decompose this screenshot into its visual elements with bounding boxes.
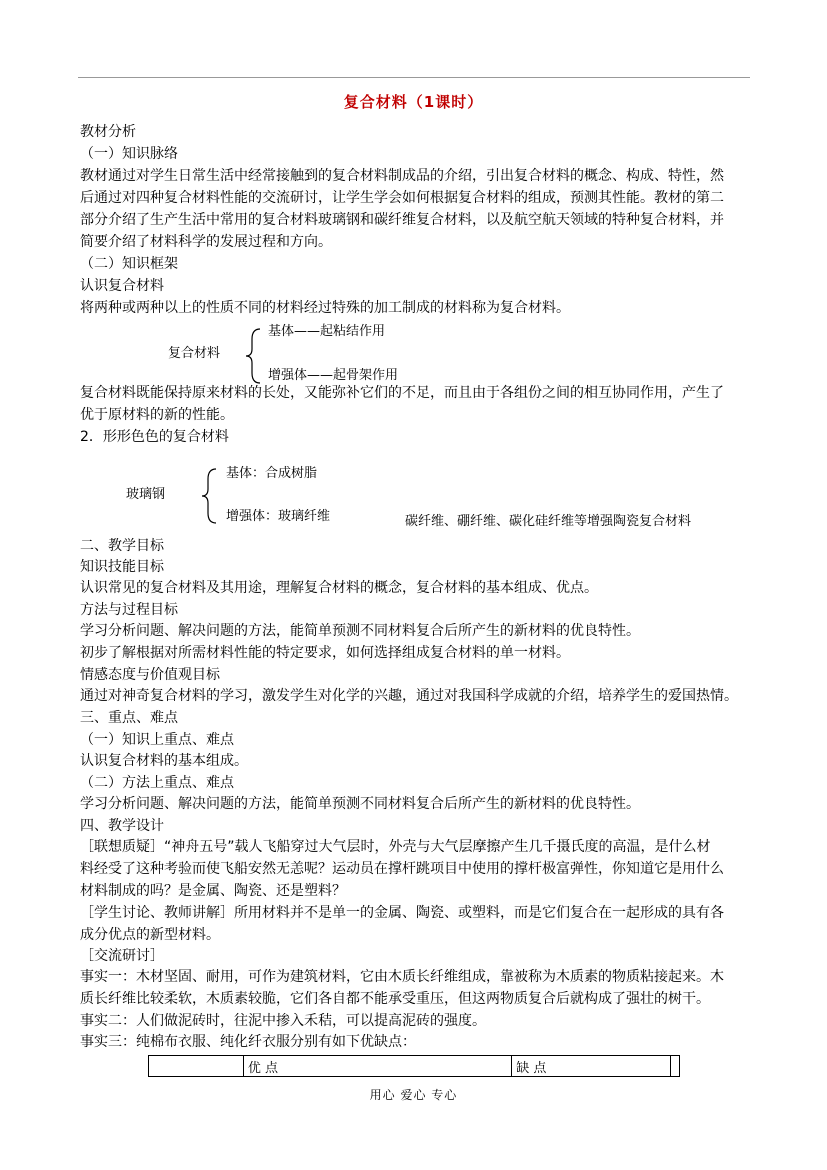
text-line: 教材通过对学生日常生活中经常接触到的复合材料制成品的介绍，引出复合材料的概念、构成、特性，然	[80, 168, 724, 184]
text-line: （一）知识脉络	[80, 146, 178, 162]
text-line: ［学生讨论、教师讲解］所用材料并不是单一的金属、陶瓷、或塑料，而是它们复合在一起形成的具有各	[80, 905, 724, 921]
text-line: 部分介绍了生产生活中常用的复合材料玻璃钢和碳纤维复合材料，以及航空航天领域的特种复合材料，并	[80, 212, 724, 228]
text-line: 事实二：人们做泥砖时，往泥中掺入禾秸，可以提高泥砖的强度。	[80, 1013, 486, 1029]
text-line: 2．形形色色的复合材料	[80, 429, 229, 445]
text-line: 复合材料既能保持原来材料的长处，又能弥补它们的不足，而且由于各组份之间的相互协同作用，产生了	[80, 385, 724, 401]
comparison-table	[148, 1055, 680, 1077]
text-line: （一）知识上重点、难点	[80, 732, 234, 748]
diagram2-bottom-label: 增强体：玻璃纤维	[226, 509, 331, 524]
text-line: 学习分析问题、解决问题的方法，能简单预测不同材料复合后所产生的新材料的优良特性。	[80, 623, 640, 639]
text-line: 方法与过程目标	[80, 602, 178, 618]
text-line: 事实一：木材坚固、耐用，可作为建筑材料，它由木质长纤维组成，靠被称为木质素的物质粘接起来。木	[80, 969, 724, 985]
diagram2-top-label: 基体：合成树脂	[226, 466, 318, 481]
text-line: （二）知识框架	[80, 256, 178, 272]
diagram1-brace	[244, 327, 264, 385]
page-title: 复合材料（1课时）	[343, 93, 484, 111]
header-rule	[78, 77, 750, 78]
diagram1-top-label: 基体——起粘结作用	[268, 324, 386, 339]
table-cell	[671, 1056, 680, 1077]
text-line: 事实三：纯棉布衣服、纯化纤衣服分别有如下优缺点：	[80, 1034, 416, 1050]
text-line: 认识复合材料的基本组成。	[80, 753, 248, 769]
text-line: 知识技能目标	[80, 559, 164, 575]
text-line: 四、教学设计	[80, 818, 164, 834]
text-line: ［联想质疑］“神舟五号”载人飞船穿过大气层时，外壳与大气层摩擦产生几千摄氏度的高温，是什么材	[80, 839, 711, 855]
text-line: 将两种或两种以上的性质不同的材料经过特殊的加工制成的材料称为复合材料。	[80, 300, 570, 316]
page-footer: 用心 爱心 专心	[369, 1088, 458, 1102]
table-row	[149, 1056, 680, 1077]
diagram2-center-label: 玻璃钢	[126, 487, 166, 502]
text-line: 学习分析问题、解决问题的方法，能简单预测不同材料复合后所产生的新材料的优良特性。	[80, 796, 640, 812]
table-cell	[149, 1056, 244, 1077]
text-line: 后通过对四种复合材料性能的交流研讨，让学生学会如何根据复合材料的组成，预测其性能。教材的第二	[80, 190, 724, 206]
text-line: 材料制成的吗？是金属、陶瓷、还是塑料？	[80, 883, 346, 899]
text-line: 料经受了这种考验而使飞船安然无恙呢？运动员在撑杆跳项目中使用的撑杆极富弹性，你知道它是用什么	[80, 861, 724, 877]
text-line: 初步了解根据对所需材料性能的特定要求，如何选择组成复合材料的单一材料。	[80, 645, 570, 661]
diagram2-right-label: 碳纤维、硼纤维、碳化硅纤维等增强陶瓷复合材料	[405, 514, 692, 529]
text-line: 教材分析	[80, 124, 136, 140]
text-line: （二）方法上重点、难点	[80, 775, 234, 791]
text-line: 简要介绍了材料科学的发展过程和方向。	[80, 234, 332, 250]
text-line: 二、教学目标	[80, 538, 164, 554]
text-line: ［交流研讨］	[80, 948, 164, 964]
text-line: 质长纤维比较柔软，木质素较脆，它们各自都不能承受重压，但这两物质复合后就构成了强壮的树干。	[80, 991, 710, 1007]
text-line: 成分优点的新型材料。	[80, 927, 220, 943]
diagram2-brace	[200, 467, 220, 525]
table-cell: 优 点	[243, 1056, 511, 1077]
text-line: 认识复合材料	[80, 278, 164, 294]
table-cell: 缺 点	[512, 1056, 671, 1077]
diagram1-center-label: 复合材料	[168, 346, 221, 361]
text-line: 通过对神奇复合材料的学习，激发学生对化学的兴趣，通过对我国科学成就的介绍，培养学生的爱国热情。	[80, 688, 738, 704]
text-line: 认识常见的复合材料及其用途，理解复合材料的概念，复合材料的基本组成、优点。	[80, 580, 598, 596]
diagram1-bottom-label: 增强体——起骨架作用	[268, 368, 399, 383]
text-line: 三、重点、难点	[80, 710, 178, 726]
text-line: 优于原材料的新的性能。	[80, 407, 234, 423]
text-line: 情感态度与价值观目标	[80, 667, 220, 683]
